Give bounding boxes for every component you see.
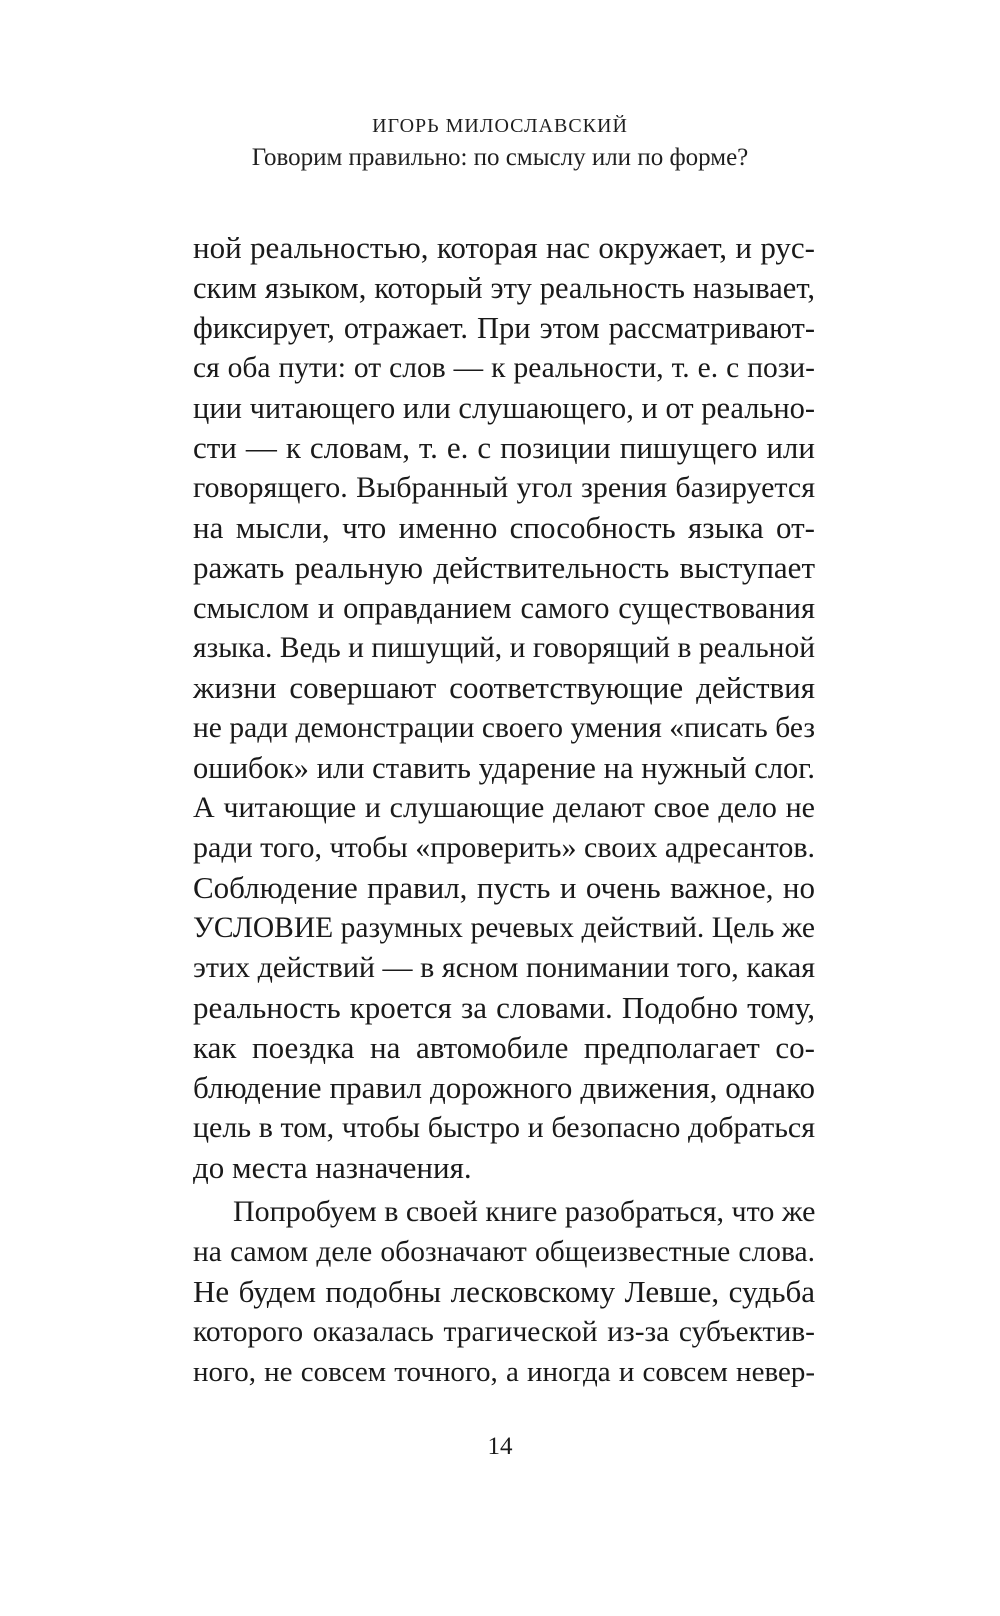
text-line: Не будем подобны лесковскому Левше, судьба: [193, 1274, 815, 1309]
text-line: до места назначения.: [193, 1150, 472, 1185]
text-line: на самом деле обозначают общеизвестные слова.: [193, 1236, 815, 1268]
text-line: блюдение правил дорожного движения, однако: [193, 1070, 815, 1105]
text-line: ся оба пути: от слов — к реальности, т. е. с пози-: [193, 352, 815, 384]
text-line: говорящего. Выбранный угол зрения базируется: [193, 471, 815, 504]
text-line: сти — к словам, т. е. с позиции пишущего или: [193, 430, 815, 465]
text-line: А читающие и слушающие делают свое дело не: [193, 791, 815, 824]
text-line: фиксирует, отражает. При этом рассматривают-: [193, 311, 815, 345]
running-head: [0, 113, 1000, 174]
paragraph: [193, 228, 815, 1188]
text-line: ради того, чтобы «проверить» своих адресантов.: [193, 831, 815, 864]
text-line: реальность кроется за словами. Подобно тому,: [193, 990, 815, 1025]
text-line: цель в том, чтобы быстро и безопасно добраться: [193, 1111, 815, 1144]
running-head-author: ИГОРЬ МИЛОСЛАВСКИЙ: [372, 115, 628, 137]
text-line: ной реальностью, которая нас окружает, и рус-: [193, 230, 815, 265]
text-line: ским языком, который эту реальность называет,: [193, 271, 815, 305]
paragraph: [193, 1192, 815, 1392]
text-line: не ради демонстрации своего умения «писать без: [193, 712, 815, 744]
text-line: Попробуем в своей книге разобраться, что же: [233, 1195, 816, 1228]
text-line: на мысли, что именно способность языка от-: [193, 510, 815, 545]
text-line: как поездка на автомобиле предполагает со-: [193, 1030, 815, 1065]
text-line: смыслом и оправданием самого существования: [193, 591, 815, 625]
page-number: 14: [487, 1433, 513, 1460]
running-head-title: Говорим правильно: по смыслу или по форме?: [251, 144, 749, 171]
text-line: языка. Ведь и пишущий, и говорящий в реальной: [193, 632, 815, 664]
text-line: Соблюдение правил, пусть и очень важное, но: [193, 870, 815, 905]
text-line: которого оказалась трагической из-за субъектив-: [193, 1316, 815, 1348]
text-line: жизни совершают соответствующие действия: [193, 670, 815, 705]
text-line: УСЛОВИЕ разумных речевых действий. Цель же: [193, 912, 815, 944]
text-line: ции читающего или слушающего, и от реально-: [193, 391, 816, 425]
text-line: ного, не совсем точного, а иногда и совсем невер-: [193, 1356, 815, 1388]
body-text: [193, 228, 815, 1392]
text-line: этих действий — в ясном понимании того, какая: [193, 951, 815, 984]
text-line: ошибок» или ставить ударение на нужный слог.: [193, 751, 815, 785]
text-line: ражать реальную действительность выступает: [193, 550, 815, 585]
